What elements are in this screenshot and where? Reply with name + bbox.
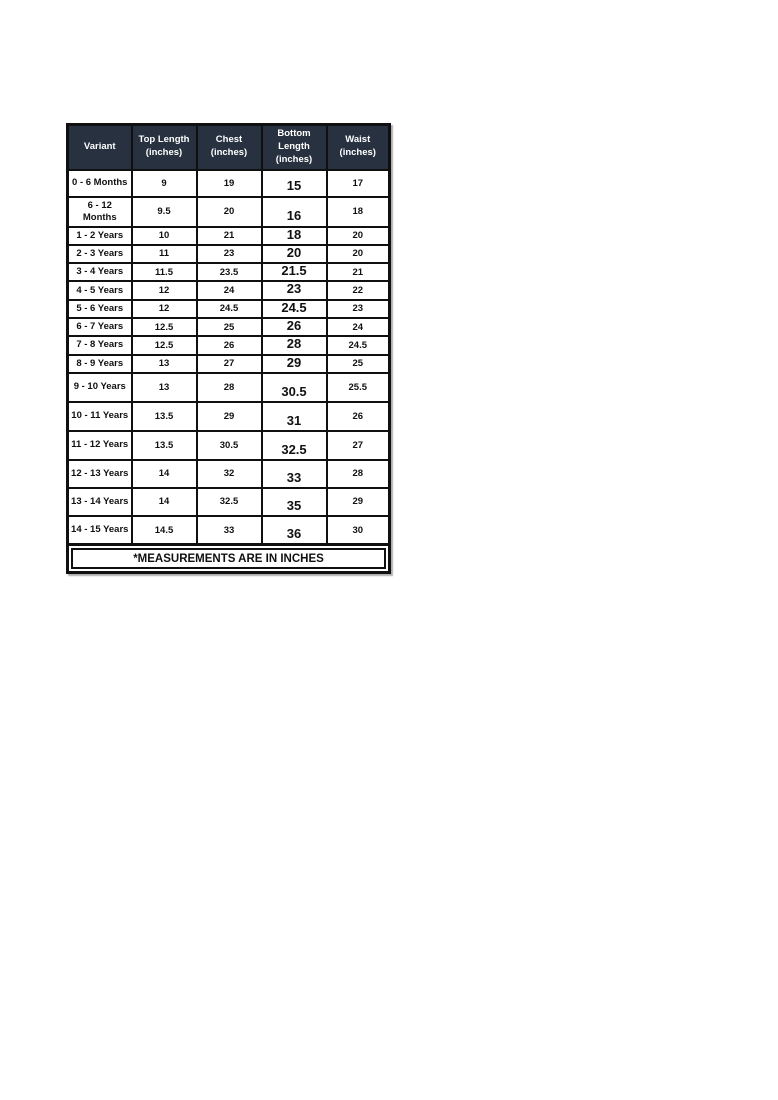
cell-bottom-length: 35	[262, 488, 327, 516]
cell-top-length: 14	[132, 460, 197, 488]
cell-variant: 9 - 10 Years	[68, 373, 132, 402]
size-chart-header	[68, 125, 390, 170]
cell-variant: 2 - 3 Years	[68, 245, 132, 263]
table-row	[68, 402, 390, 431]
cell-waist: 21	[327, 263, 390, 281]
header-row	[68, 125, 390, 170]
cell-chest: 26	[197, 336, 262, 354]
cell-chest: 23	[197, 245, 262, 263]
footer-row	[68, 545, 390, 573]
cell-chest: 21	[197, 227, 262, 245]
cell-waist: 23	[327, 300, 390, 318]
cell-chest: 32	[197, 460, 262, 488]
column-header-waist: Waist (inches)	[327, 125, 390, 170]
cell-waist: 27	[327, 431, 390, 460]
column-header-bottom-length: Bottom Length (inches)	[262, 125, 327, 170]
cell-top-length: 12.5	[132, 336, 197, 354]
cell-waist: 24.5	[327, 336, 390, 354]
cell-bottom-length: 16	[262, 197, 327, 227]
cell-top-length: 13.5	[132, 402, 197, 431]
cell-bottom-length: 24.5	[262, 300, 327, 318]
size-chart-body	[68, 170, 390, 545]
cell-top-length: 12.5	[132, 318, 197, 336]
cell-chest: 19	[197, 170, 262, 197]
cell-variant: 10 - 11 Years	[68, 402, 132, 431]
cell-bottom-length: 21.5	[262, 263, 327, 281]
cell-bottom-length: 31	[262, 402, 327, 431]
cell-bottom-length: 28	[262, 336, 327, 354]
table-row	[68, 170, 390, 197]
table-row	[68, 245, 390, 263]
column-header-chest: Chest (inches)	[197, 125, 262, 170]
cell-variant: 11 - 12 Years	[68, 431, 132, 460]
cell-variant: 4 - 5 Years	[68, 281, 132, 299]
table-row	[68, 488, 390, 516]
cell-variant: 14 - 15 Years	[68, 516, 132, 545]
column-header-variant: Variant	[68, 125, 132, 170]
cell-bottom-length: 33	[262, 460, 327, 488]
cell-top-length: 12	[132, 300, 197, 318]
cell-bottom-length: 15	[262, 170, 327, 197]
cell-variant: 7 - 8 Years	[68, 336, 132, 354]
cell-bottom-length: 26	[262, 318, 327, 336]
cell-variant: 3 - 4 Years	[68, 263, 132, 281]
cell-waist: 22	[327, 281, 390, 299]
table-row	[68, 197, 390, 227]
cell-chest: 28	[197, 373, 262, 402]
cell-variant: 6 - 7 Years	[68, 318, 132, 336]
table-row	[68, 373, 390, 402]
cell-waist: 28	[327, 460, 390, 488]
cell-bottom-length: 30.5	[262, 373, 327, 402]
cell-chest: 24	[197, 281, 262, 299]
size-chart-table	[66, 123, 391, 574]
cell-waist: 20	[327, 245, 390, 263]
cell-bottom-length: 18	[262, 227, 327, 245]
table-row	[68, 336, 390, 354]
cell-chest: 25	[197, 318, 262, 336]
table-row	[68, 431, 390, 460]
cell-waist: 20	[327, 227, 390, 245]
cell-variant: 8 - 9 Years	[68, 355, 132, 373]
cell-waist: 29	[327, 488, 390, 516]
cell-top-length: 13	[132, 355, 197, 373]
cell-top-length: 12	[132, 281, 197, 299]
table-row	[68, 227, 390, 245]
cell-chest: 24.5	[197, 300, 262, 318]
cell-top-length: 13.5	[132, 431, 197, 460]
cell-variant: 6 - 12 Months	[68, 197, 132, 227]
measurements-note: *MEASUREMENTS ARE IN INCHES	[71, 548, 386, 569]
table-row	[68, 281, 390, 299]
cell-top-length: 9	[132, 170, 197, 197]
table-row	[68, 460, 390, 488]
cell-chest: 29	[197, 402, 262, 431]
cell-chest: 23.5	[197, 263, 262, 281]
size-chart-footer	[68, 545, 390, 573]
cell-bottom-length: 20	[262, 245, 327, 263]
cell-top-length: 14.5	[132, 516, 197, 545]
cell-chest: 32.5	[197, 488, 262, 516]
cell-chest: 30.5	[197, 431, 262, 460]
cell-waist: 17	[327, 170, 390, 197]
table-row	[68, 263, 390, 281]
cell-variant: 1 - 2 Years	[68, 227, 132, 245]
cell-variant: 12 - 13 Years	[68, 460, 132, 488]
table-row	[68, 355, 390, 373]
cell-chest: 20	[197, 197, 262, 227]
cell-waist: 30	[327, 516, 390, 545]
cell-waist: 26	[327, 402, 390, 431]
cell-waist: 25.5	[327, 373, 390, 402]
column-header-top-length: Top Length (inches)	[132, 125, 197, 170]
cell-bottom-length: 32.5	[262, 431, 327, 460]
cell-top-length: 9.5	[132, 197, 197, 227]
table-row	[68, 516, 390, 545]
cell-top-length: 13	[132, 373, 197, 402]
table-row	[68, 300, 390, 318]
cell-top-length: 11.5	[132, 263, 197, 281]
cell-variant: 0 - 6 Months	[68, 170, 132, 197]
cell-variant: 13 - 14 Years	[68, 488, 132, 516]
table-row	[68, 318, 390, 336]
cell-bottom-length: 29	[262, 355, 327, 373]
cell-variant: 5 - 6 Years	[68, 300, 132, 318]
footer-cell	[68, 545, 390, 573]
cell-waist: 24	[327, 318, 390, 336]
cell-chest: 33	[197, 516, 262, 545]
cell-waist: 18	[327, 197, 390, 227]
cell-chest: 27	[197, 355, 262, 373]
cell-waist: 25	[327, 355, 390, 373]
cell-top-length: 10	[132, 227, 197, 245]
cell-bottom-length: 36	[262, 516, 327, 545]
cell-top-length: 11	[132, 245, 197, 263]
cell-bottom-length: 23	[262, 281, 327, 299]
cell-top-length: 14	[132, 488, 197, 516]
